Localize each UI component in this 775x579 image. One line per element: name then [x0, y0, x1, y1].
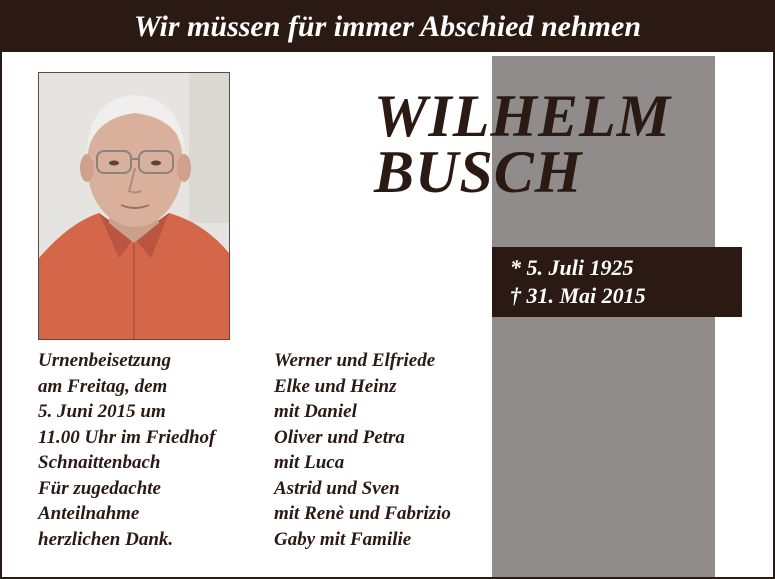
portrait-photo: [38, 72, 230, 340]
mourners-list: [274, 348, 451, 552]
first-name: WILHELM: [374, 83, 672, 149]
birth-date: * 5. Juli 1925: [510, 255, 634, 280]
mourner-line: Elke und Heinz: [274, 375, 397, 397]
ceremony-info: [38, 348, 215, 552]
last-name: BUSCH: [374, 139, 583, 205]
ceremony-line: Für zugedachte: [38, 477, 161, 499]
deceased-name: [374, 83, 672, 205]
header-title: Wir müssen für immer Abschied nehmen: [133, 10, 642, 43]
mourner-line: mit Renè und Fabrizio: [274, 503, 451, 524]
life-dates-box: [492, 247, 742, 317]
mourner-line: Werner und Elfriede: [274, 350, 436, 371]
ceremony-line: Schnaittenbach: [38, 452, 161, 473]
mourner-line: mit Daniel: [274, 401, 357, 422]
mourner-line: Oliver und Petra: [274, 426, 405, 448]
death-date: † 31. Mai 2015: [510, 283, 646, 308]
ceremony-line: Anteilnahme: [38, 503, 140, 524]
mourner-line: Astrid und Sven: [274, 477, 400, 499]
ceremony-line: am Freitag, dem: [38, 375, 168, 397]
ceremony-line: 5. Juni 2015 um: [38, 401, 166, 422]
ceremony-line: herzlichen Dank.: [38, 528, 174, 550]
ceremony-line: 11.00 Uhr im Friedhof: [38, 426, 216, 448]
mourner-line: Gaby mit Familie: [274, 528, 412, 550]
ceremony-line: Urnenbeisetzung: [38, 350, 172, 371]
mourner-line: mit Luca: [274, 452, 345, 473]
header-bar: [2, 2, 773, 52]
